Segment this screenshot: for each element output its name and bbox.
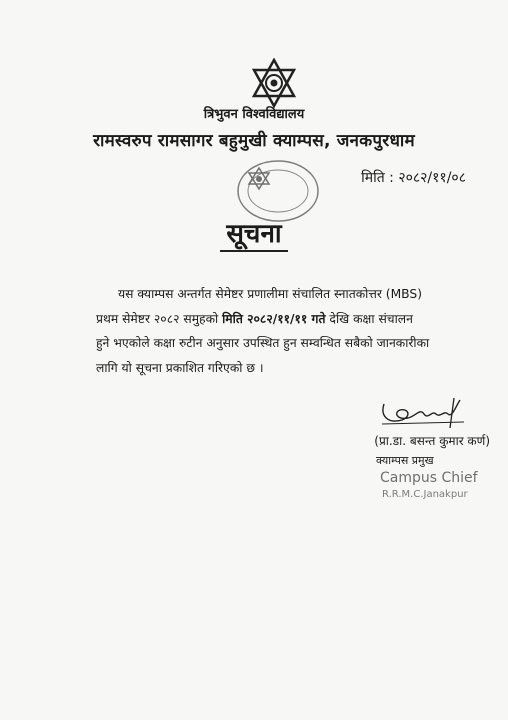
notice-heading <box>0 214 508 250</box>
handwritten-signature-icon <box>378 394 468 430</box>
body-line-4: लागि यो सूचना प्रकाशित गरिएको छ । <box>96 360 264 375</box>
body-line-1: यस क्याम्पस अन्तर्गत सेमेष्टर प्रणालीमा संचालित स्नातकोत्तर (MBS) <box>118 287 422 301</box>
body-line-3: हुने भएकोले कक्षा रुटीन अनुसार उपस्थित हुन सम्वन्धित सबैको जानकारीका <box>96 336 430 350</box>
body-line-2c: देखि कक्षा संचालन <box>325 311 413 326</box>
notice-heading-text: सूचना <box>220 219 287 252</box>
nepal-star-emblem-icon <box>249 58 299 108</box>
campus-place-stamp: R.R.M.C.Janakpur <box>382 489 468 500</box>
notice-body <box>96 282 476 380</box>
university-name: त्रिभुवन विश्वविद्यालय <box>203 107 305 122</box>
body-line-2 <box>96 307 476 332</box>
date-line: मिति : २०८२/११/०८ <box>361 170 466 186</box>
campus-chief-stamp: Campus Chief <box>380 470 478 486</box>
body-line-2a: प्रथम सेमेष्टर २०८२ समुहको <box>96 311 223 326</box>
signer-name: (प्रा.डा. बसन्त कुमार कर्ण) <box>374 434 490 448</box>
campus-name: रामस्वरुप रामसागर बहुमुखी क्याम्पस, जनकपुरधाम <box>93 131 415 151</box>
signer-title: क्याम्पस प्रमुख <box>376 454 434 467</box>
body-date-highlight: मिति २०८२/११/११ गते <box>222 311 326 326</box>
